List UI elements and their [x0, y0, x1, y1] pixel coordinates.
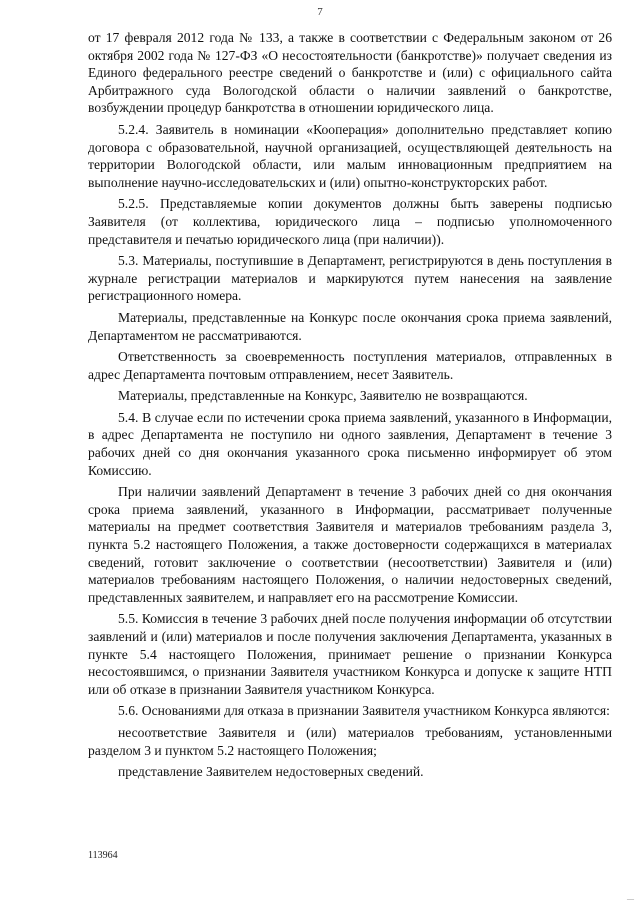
list-item-nonconformity: несоответствие Заявителя и (или) материалов требованиям, установленными разделом 3 и пунктом 5.2 настоящего Положения;	[88, 724, 612, 758]
paragraph-late-materials: Материалы, представленные на Конкурс после окончания срока приема заявлений, Департаментом не рассматриваются.	[88, 309, 612, 343]
paragraph-responsibility: Ответственность за своевременность поступления материалов, отправленных в адрес Департамента почтовым отправлением, несет Заявитель.	[88, 349, 612, 382]
document-body	[88, 29, 612, 781]
corner-mark: —	[627, 895, 634, 903]
paragraph-not-returned: Материалы, представленные на Конкурс, Заявителю не возвращаются.	[118, 388, 528, 404]
page-number: 7	[317, 6, 323, 18]
paragraph-5-6: 5.6. Основаниями для отказа в признании Заявителя участником Конкурса являются:	[118, 703, 610, 719]
list-item-false-info: представление Заявителем недостоверных сведений.	[118, 764, 424, 780]
paragraph-5-2-5: 5.2.5. Представляемые копии документов должны быть заверены подписью Заявителя (от коллектива, юридического лица – подписью уполномоченного представителя и печатью юридического лица (при наличии)).	[88, 196, 612, 247]
paragraph-continuation: от 17 февраля 2012 года № 133, а также в соответствии с Федеральным законом от 26 октября 2002 года № 127-ФЗ «О несостоятельности (банкротстве)» получает сведения из Единого федерального реестре сведений о банкротстве и (или) с официального сайта Арбитражного суда Вологодской области о наличии заявлений о банкротстве, возбуждении процедур банкротства в отношении юридического лица.	[88, 30, 612, 116]
footer-document-code: 113964	[88, 850, 118, 861]
paragraph-applications-review: При наличии заявлений Департамент в течение 3 рабочих дней со дня окончания срока приема заявлений, указанного в Информации, рассматривает полученные материалы на предмет соответствия Заявителя и материалов требованиям раздела 3, пункта 5.2 настоящего Положения, а также достоверности содержащихся в материалах сведений, готовит заключение о соответствии (несоответствии) Заявителя и (или) материалов требованиям настоящего Положения, о наличии недостоверных сведений, представленных заявителем, и направляет его на рассмотрение Комиссии.	[88, 484, 612, 605]
paragraph-5-4: 5.4. В случае если по истечении срока приема заявлений, указанного в Информации, в адрес Департамента не поступило ни одного заявления, Департамент в течение 3 рабочих дней со дня окончания указанного срока письменно информирует об этом Комиссию.	[88, 409, 612, 478]
paragraph-5-2-4: 5.2.4. Заявитель в номинации «Кооперация» дополнительно представляет копию договора с образовательной, научной организацией, осуществляющей деятельность на территории Вологодской области, или малым инновационным предприятием на выполнение научно-исследовательских и (или) опытно-конструкторских работ.	[88, 121, 612, 190]
paragraph-5-3: 5.3. Материалы, поступившие в Департамент, регистрируются в день поступления в журнале регистрации материалов и маркируются путем нанесения на заявление регистрационного номера.	[88, 253, 612, 304]
paragraph-5-5: 5.5. Комиссия в течение 3 рабочих дней после получения информации об отсутствии заявлений и (или) материалов и после получения заключения Департамента, указанных в пункте 5.4 настоящего Положения, принимает решение о признании Конкурса несостоявшимся, о признании Заявителя участником Конкурса и допуске к защите НТП или об отказе в признании Заявителя участником Конкурса.	[88, 611, 612, 697]
